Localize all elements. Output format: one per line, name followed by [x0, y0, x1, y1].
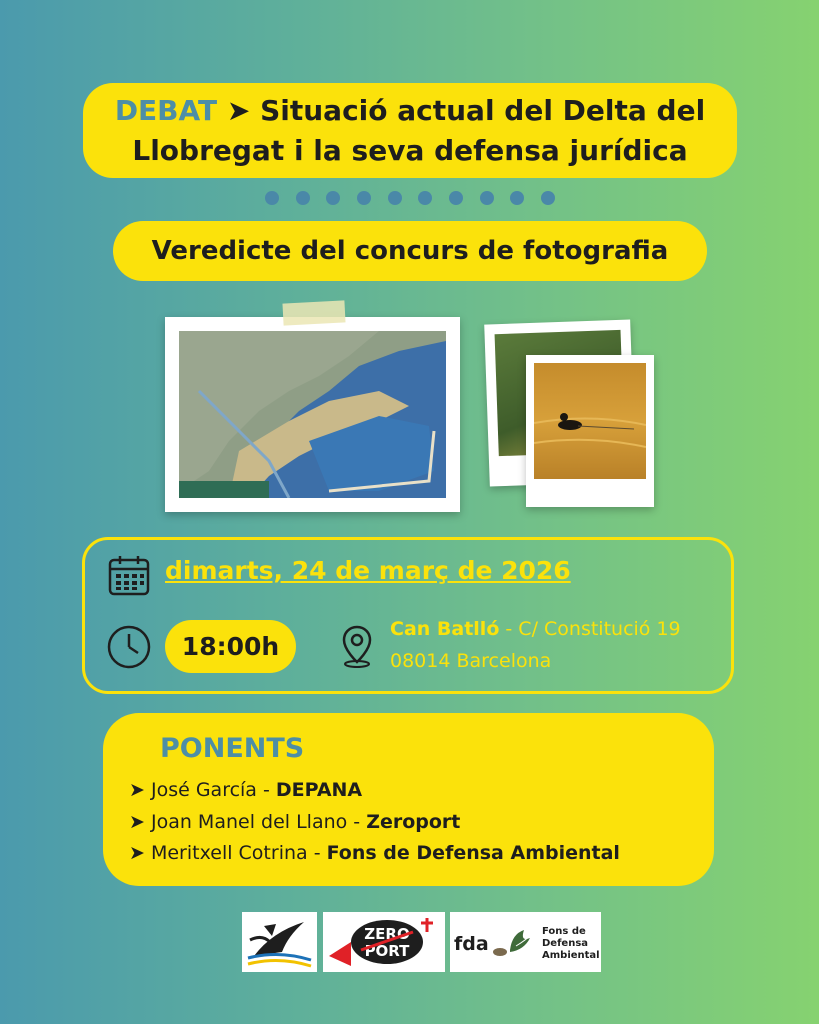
calendar-icon: [107, 553, 151, 597]
fda-logo: [450, 912, 601, 972]
dot-divider: [265, 191, 555, 207]
arrow-icon: ➤: [129, 779, 145, 801]
speaker-org: Fons de Defensa Ambiental: [326, 842, 620, 864]
arrow-icon: ➤: [226, 93, 251, 127]
separator: -: [256, 779, 276, 801]
bird-on-water-photo: [526, 355, 654, 507]
clock-icon: [106, 624, 152, 670]
speaker-item: [129, 842, 620, 864]
speakers-box: [103, 713, 714, 886]
zeroport-logo: [323, 912, 445, 972]
aerial-photo-image: [179, 331, 446, 498]
title-line-1: Situació actual del Delta del: [260, 93, 706, 127]
speaker-name: Joan Manel del Llano: [150, 811, 348, 833]
bird-silhouette: [534, 363, 646, 479]
arrow-icon: ➤: [129, 842, 145, 864]
title-line-2: Llobregat i la seva defensa jurídica: [132, 133, 688, 167]
venue-line: [390, 618, 681, 640]
fda-line-2: Defensa: [542, 938, 589, 949]
fda-line-1: Fons de: [542, 926, 586, 937]
speaker-org: DEPANA: [275, 779, 363, 801]
separator: -: [347, 811, 367, 833]
subtitle-text: Veredicte del concurs de fotografia: [151, 236, 669, 266]
arrow-icon: ➤: [129, 811, 145, 833]
speaker-item: [129, 779, 362, 801]
fda-abbr: fda: [454, 933, 489, 955]
title-banner: [83, 83, 737, 178]
event-time: 18:00h: [181, 632, 280, 661]
speakers-title: PONENTS: [160, 733, 305, 764]
venue-city: 08014 Barcelona: [390, 650, 552, 672]
separator: -: [307, 842, 327, 864]
tape-strip: [282, 300, 345, 325]
venue-name: Can Batlló: [390, 618, 500, 640]
depana-logo: [242, 912, 317, 972]
zeroport-line-1: ZERO: [364, 925, 410, 943]
subtitle-banner: [113, 221, 707, 281]
fda-line-3: Ambiental: [542, 950, 600, 961]
event-time-badge: [165, 620, 296, 673]
location-pin-icon: [340, 624, 374, 668]
debate-tag: DEBAT: [114, 93, 218, 127]
event-date: dimarts, 24 de març de 2026: [165, 556, 571, 585]
zeroport-line-2: PORT: [364, 942, 410, 960]
venue-address: - C/ Constitució 19: [499, 618, 681, 640]
speaker-name: José García: [150, 779, 257, 801]
speaker-org: Zeroport: [366, 811, 461, 833]
aerial-delta-photo: [165, 317, 460, 512]
speaker-name: Meritxell Cotrina: [150, 842, 308, 864]
speaker-item: [129, 811, 460, 833]
